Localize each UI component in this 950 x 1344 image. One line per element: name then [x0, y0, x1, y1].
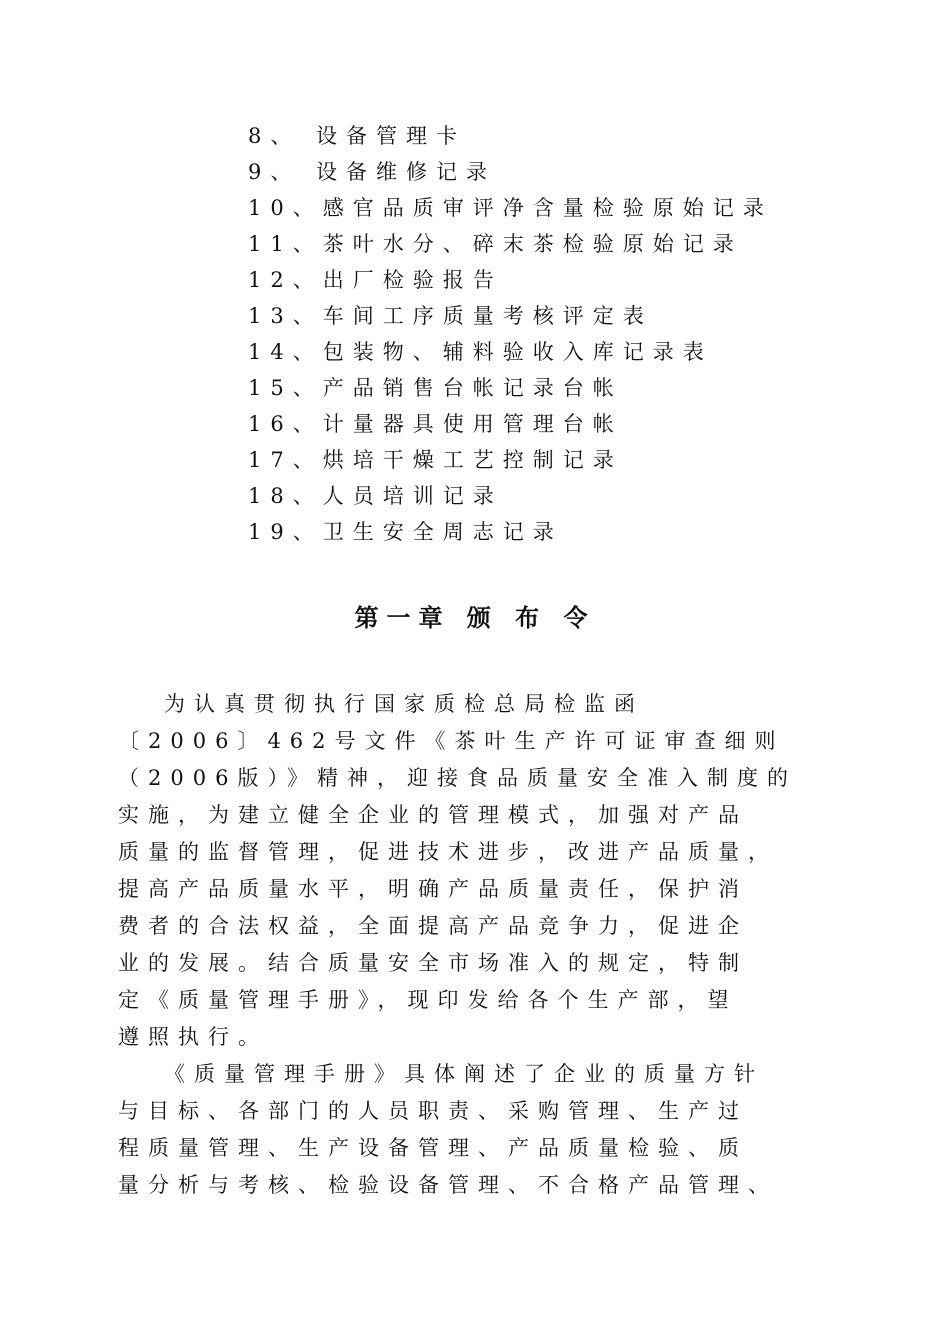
paragraph-line: 遵照执行。: [118, 1025, 268, 1049]
record-list-item: 17、烘培干燥工艺控制记录: [248, 448, 623, 472]
chapter-title: 第一章 颁 布 令: [354, 604, 596, 632]
paragraph-line: （2006版）》精神，迎接食品质量安全准入制度的: [118, 766, 797, 790]
record-list-item: 12、出厂检验报告: [248, 268, 503, 292]
paragraph-line: 业的发展。结合质量安全市场准入的规定，特制: [118, 951, 748, 975]
record-list-item: 9、 设备维修记录: [248, 160, 497, 184]
record-list-item: 13、车间工序质量考核评定表: [248, 304, 653, 328]
paragraph-line: 量分析与考核、检验设备管理、不合格产品管理、: [118, 1173, 778, 1197]
record-list: [248, 118, 773, 550]
record-list-item: 16、计量器具使用管理台帐: [248, 412, 623, 436]
record-list-item: 11、茶叶水分、碎末茶检验原始记录: [248, 232, 743, 256]
body-paragraphs: [118, 686, 858, 1204]
paragraph-line: 提高产品质量水平，明确产品质量责任，保护消: [118, 877, 748, 901]
record-list-item: 8、 设备管理卡: [248, 124, 467, 148]
paragraph-line: 〔2006〕462号文件《茶叶生产许可证审查细则: [118, 729, 785, 753]
record-list-item: 19、卫生安全周志记录: [248, 520, 563, 544]
paragraph-line: 费者的合法权益，全面提高产品竞争力，促进企: [118, 914, 748, 938]
record-list-item: 14、包装物、辅料验收入库记录表: [248, 340, 713, 364]
paragraph-line: 与目标、各部门的人员职责、采购管理、生产过: [118, 1099, 748, 1123]
paragraph-line: 实施，为建立健全企业的管理模式，加强对产品: [118, 803, 748, 827]
paragraph-line: 质量的监督管理，促进技术进步，改进产品质量，: [118, 840, 778, 864]
paragraph-line: 程质量管理、生产设备管理、产品质量检验、质: [118, 1136, 748, 1160]
record-list-item: 10、感官品质审评净含量检验原始记录: [248, 196, 773, 220]
record-list-item: 15、产品销售台帐记录台帐: [248, 376, 623, 400]
paragraph-line: 《质量管理手册》具体阐述了企业的质量方针: [164, 1062, 764, 1086]
paragraph-line: 定《质量管理手册》，现印发给各个生产部，望: [118, 988, 738, 1012]
record-list-item: 18、人员培训记录: [248, 484, 503, 508]
paragraph-line: 为认真贯彻执行国家质检总局检监函: [164, 692, 644, 716]
